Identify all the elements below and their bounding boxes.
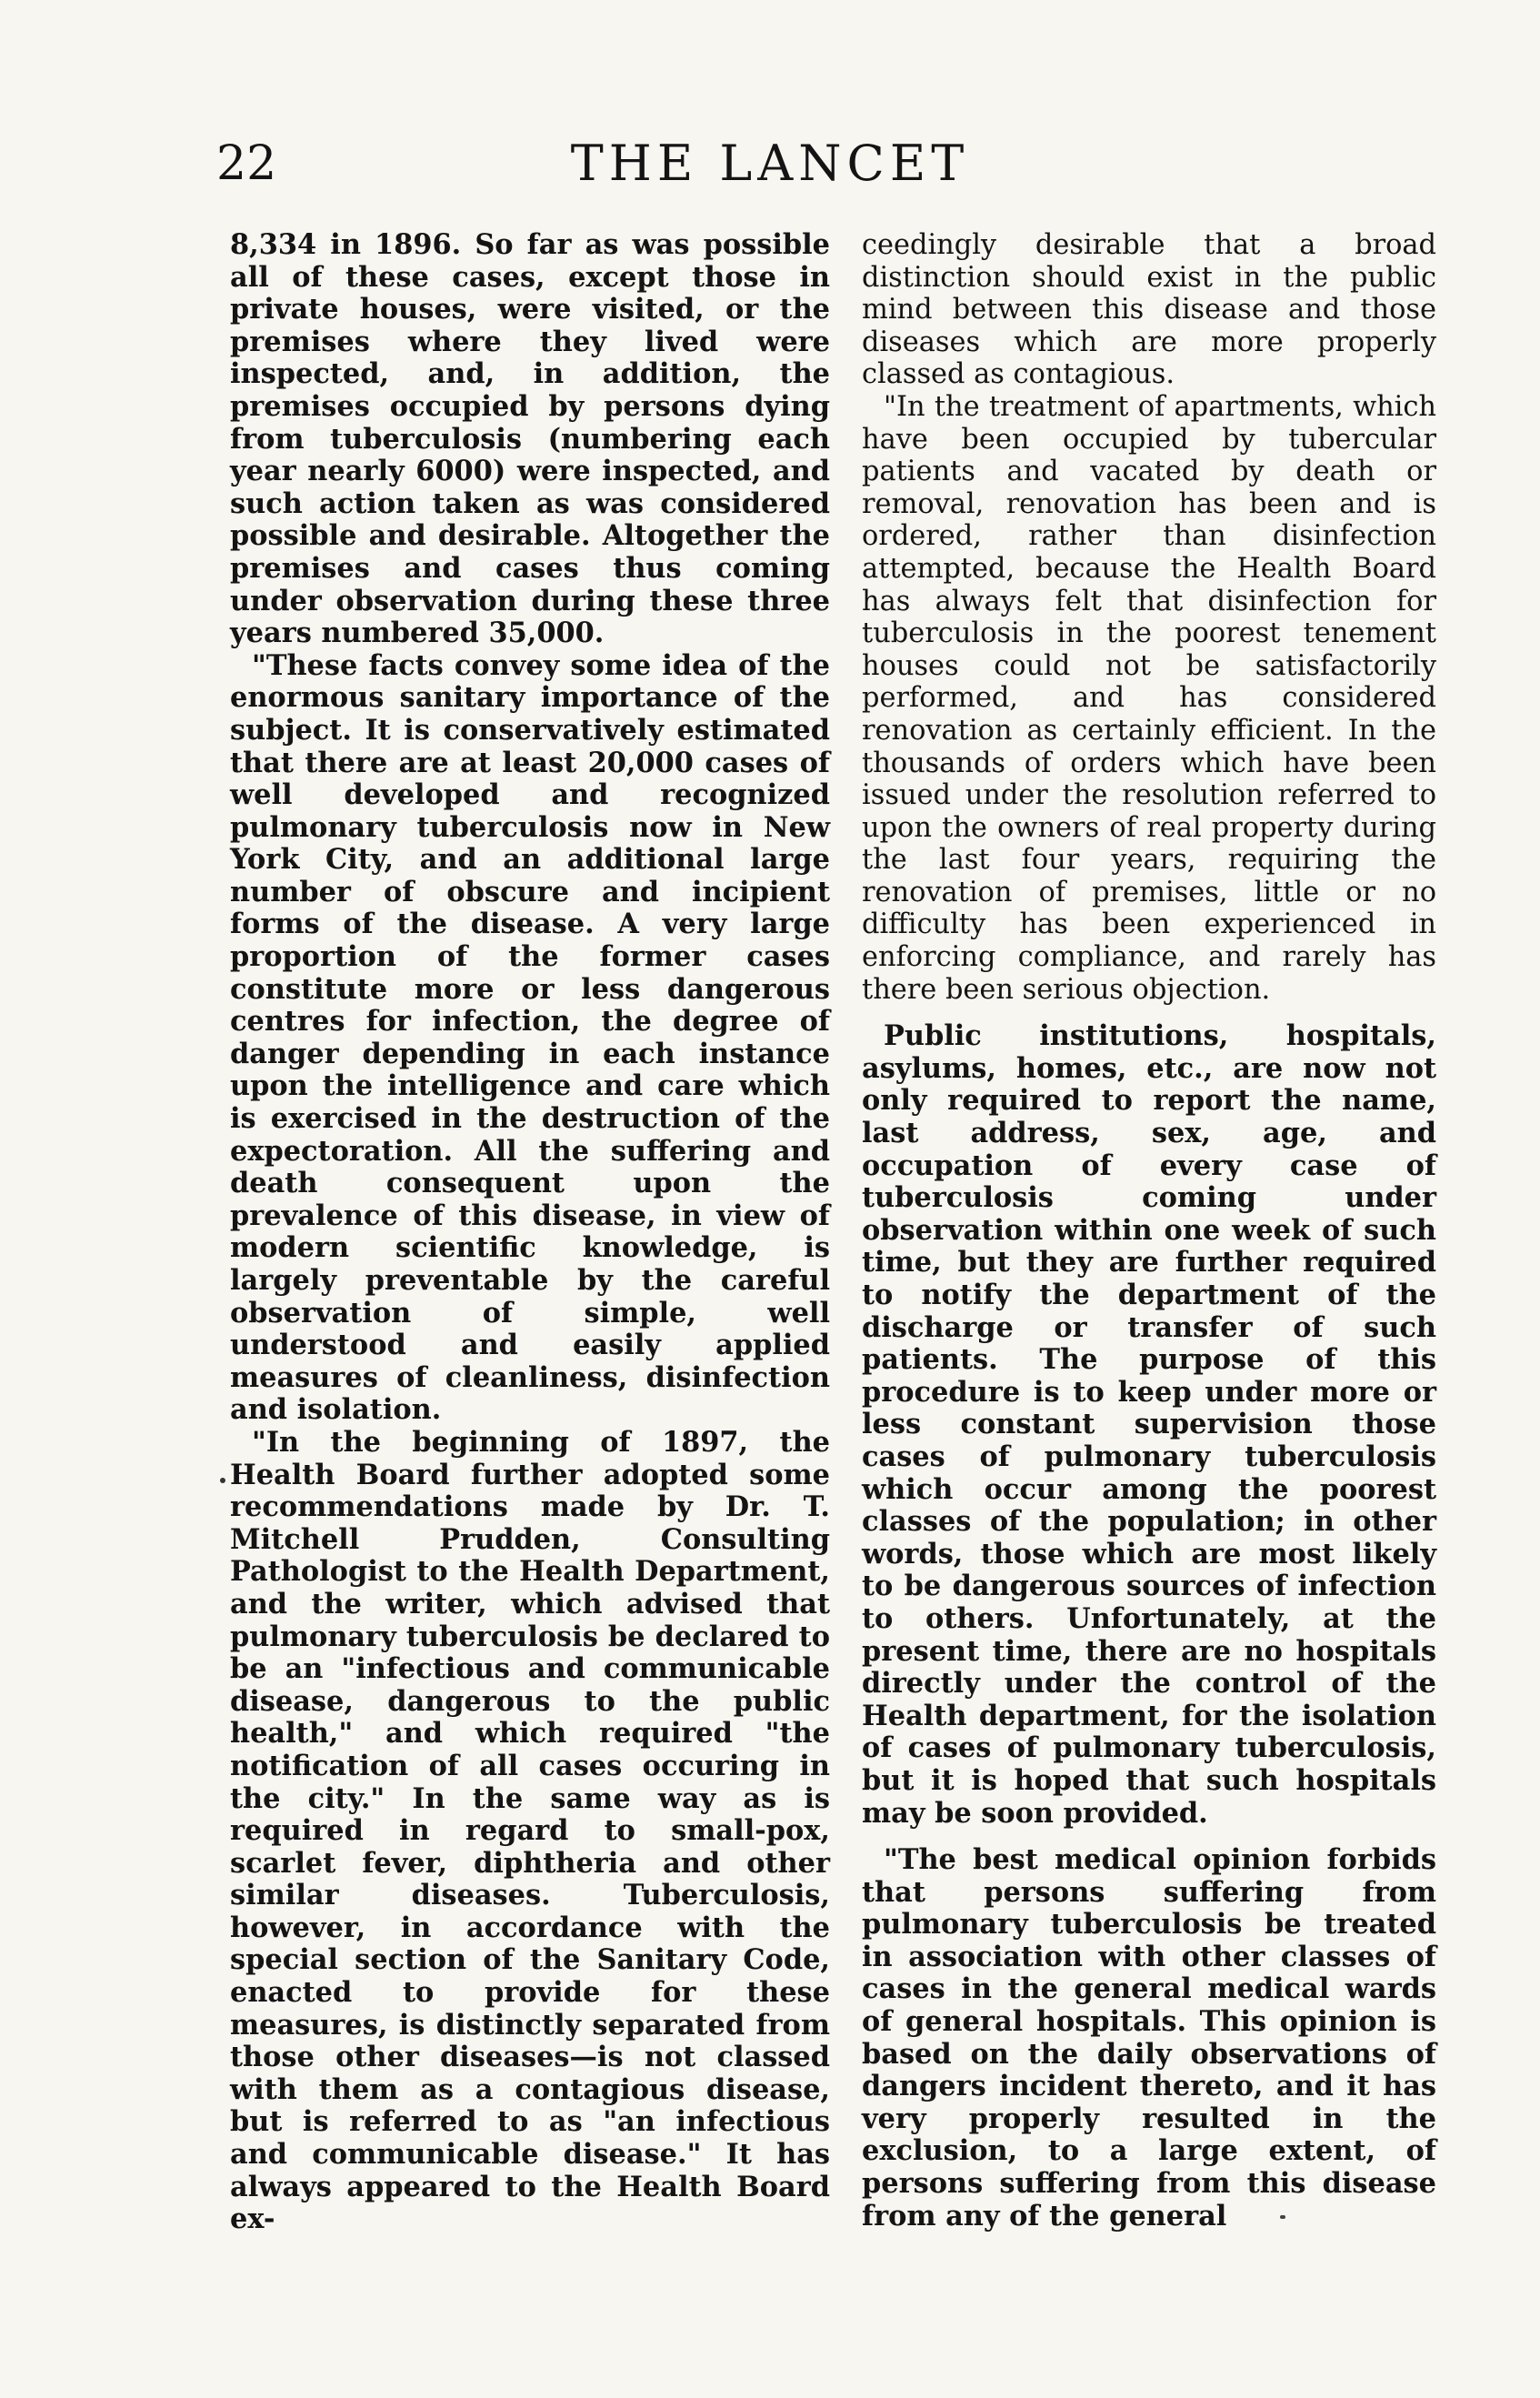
print-speck: [1280, 2215, 1285, 2219]
paragraph: "In the beginning of 1897, the Health Board further adopted some recommendations made by Dr. T. Mitchell Prudden, Consulting Pathologist to the Health Department, and the writer, which advised that pulmonary tuberculosis be declared to be an "infectious and communicable disease, dangerous to the public health," and which required "the notification of all cases occuring in the city." In the same way as is required in regard to small-pox, scarlet fever, diphtheria and other similar diseases. Tuberculosis, however, in accordance with the special section of the Sanitary Code, enacted to provide for these measures, is distinctly separated from those other diseases—is not classed with them as a contagious disease, but is referred to as "an infectious and communicable disease." It has always appeared to the Health Board ex-: [230, 1425, 830, 2236]
running-title: THE LANCET: [570, 135, 970, 192]
page-header: [0, 135, 1540, 198]
paragraph: "These facts convey some idea of the enormous sanitary importance of the subject. It is conservatively estimated that there are at least 20,000 cases of well developed and recognized pulmonary tuberculosis now in New York City, and an additional large number of obscure and incipient forms of the disease. A very large proportion of the former cases constitute more or less dangerous centres for infection, the degree of danger depending in each instance upon the intelligence and care which is exercised in the destruction of the expectoration. All the suffering and death consequent upon the prevalence of this disease, in view of modern scientific knowledge, is largely preventable by the careful observation of simple, well understood and easily applied measures of cleanliness, disinfection and isolation.: [230, 648, 830, 1427]
left-column: [230, 229, 830, 2236]
paragraph: "The best medical opinion forbids that persons suffering from pulmonary tuberculosis be treated in association with other classes of cases in the general medical wards of general hospitals. This opinion is based on the daily observations of dangers incident thereto, and it has very properly resulted in the exclusion, to a large extent, of persons suffering from this disease from any of the general: [862, 1843, 1436, 2232]
paragraph: "In the treatment of apartments, which have been occupied by tubercular patients and vacated by death or removal, renovation has been and is ordered, rather than disinfection attempted, because the Health Board has always felt that disinfection for tuberculosis in the poorest tenement houses could not be satisfactorily performed, and has considered renovation as certainly efficient. In the thousands of orders which have been issued under the resolution referred to upon the owners of real property during the last four years, requiring the renovation of premises, little or no difficulty has been experienced in enforcing compliance, and rarely has there been serious objection.: [862, 390, 1436, 1006]
page-number: 22: [216, 136, 277, 191]
paragraph: Public institutions, hospitals, asylums, homes, etc., are now not only required to report the name, last address, sex, age, and occupation of every case of tuberculosis coming under observation within one week of such time, but they are further required to notify the department of the discharge or transfer of such patients. The purpose of this procedure is to keep under more or less constant supervision those cases of pulmonary tuberculosis which occur among the poorest classes of the population; in other words, those which are most likely to be dangerous sources of infection to others. Unfortunately, at the present time, there are no hospitals directly under the control of the Health department, for the isolation of cases of pulmonary tuberculosis, but it is hoped that such hospitals may be soon provided.: [862, 1019, 1436, 1830]
paragraph: ceedingly desirable that a broad distinction should exist in the public mind between this disease and those diseases which are more properly classed as contagious.: [862, 229, 1436, 391]
right-column: [862, 229, 1436, 2232]
paragraph: 8,334 in 1896. So far as was possible all of these cases, except those in private houses, were visited, or the premises where they lived were inspected, and, in addition, the premises occupied by persons dying from tuberculosis (numbering each year nearly 6000) were inspected, and such action taken as was considered possible and desirable. Altogether the premises and cases thus coming under observation during these three years numbered 35,000.: [230, 228, 830, 650]
print-speck: [220, 1478, 225, 1483]
